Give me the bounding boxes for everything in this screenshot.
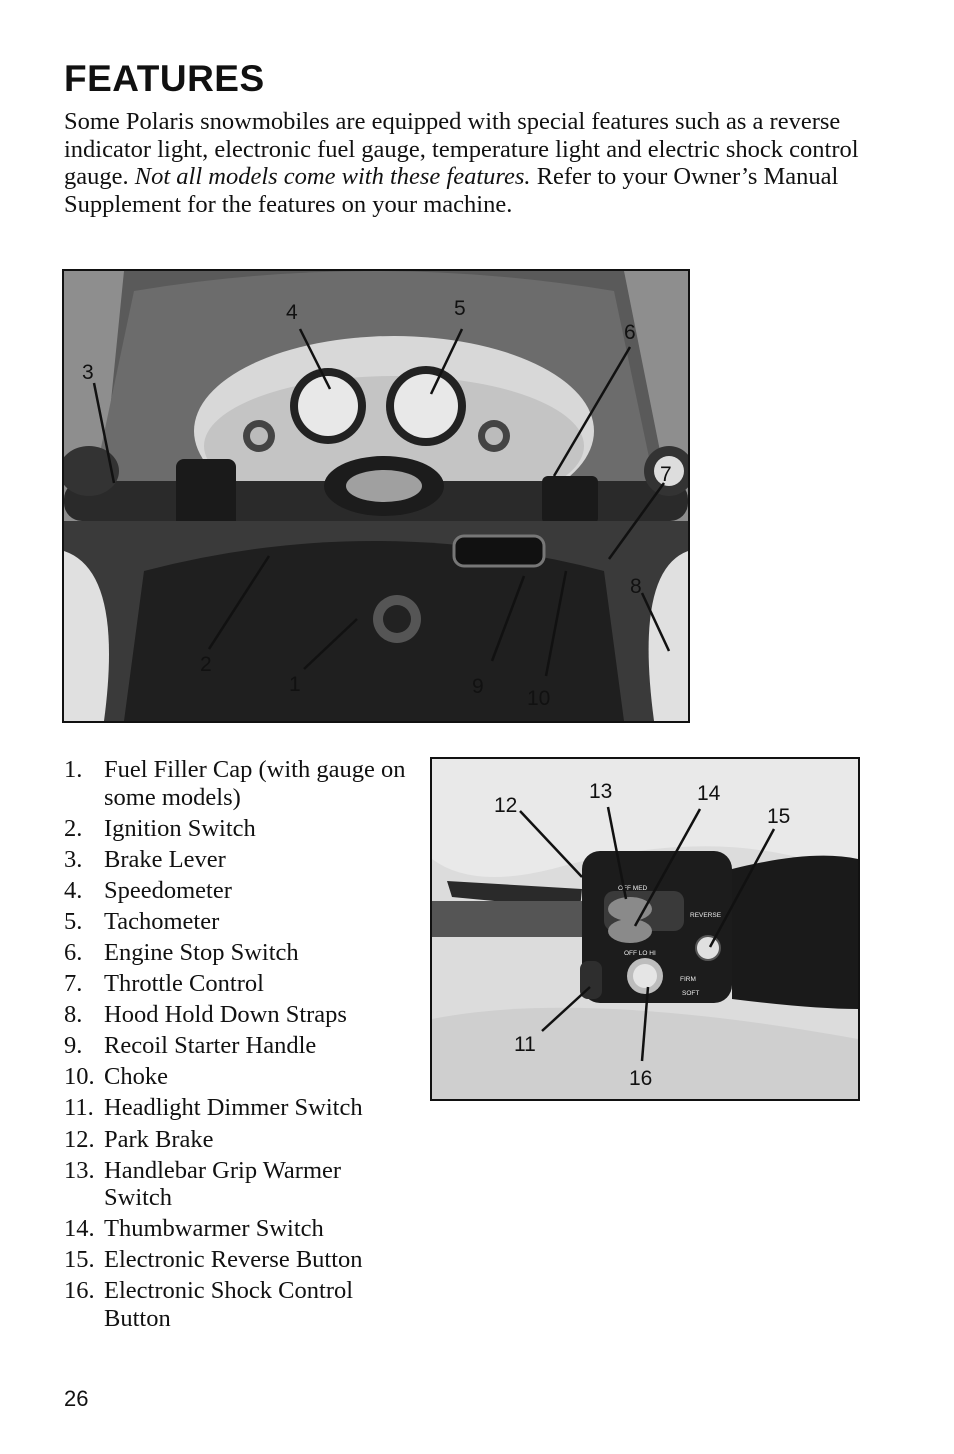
list-item	[64, 1126, 414, 1154]
callout-14: 14	[697, 782, 721, 805]
list-item-label: Hood Hold Down Straps	[104, 1001, 347, 1029]
list-item-label: Ignition Switch	[104, 814, 256, 842]
callout-9: 9	[472, 675, 484, 698]
callout-6: 6	[624, 321, 636, 344]
list-item-label: Brake Lever	[104, 845, 226, 873]
list-item-number: 7.	[64, 970, 83, 998]
page-title: FEATURES	[64, 58, 265, 99]
list-item-number: 3.	[64, 845, 83, 873]
dashboard-photo	[62, 269, 690, 723]
callout-12: 12	[494, 794, 518, 817]
dashboard-illustration	[64, 271, 688, 721]
list-item	[64, 1157, 414, 1212]
callout-11: 11	[514, 1033, 536, 1056]
label-reverse: REVERSE	[690, 912, 722, 919]
list-item	[64, 1001, 414, 1029]
intro-italic-note: Not all models come with these features.	[134, 163, 531, 190]
list-item	[64, 939, 414, 967]
list-item-label: Recoil Starter Handle	[104, 1032, 317, 1060]
list-item-number: 10.	[64, 1063, 95, 1091]
list-item-label: Choke	[104, 1063, 168, 1091]
callout-4: 4	[286, 301, 298, 324]
list-item-number: 9.	[64, 1032, 83, 1060]
list-item-number: 2.	[64, 814, 83, 842]
list-item-label: Electronic Shock Control Button	[104, 1277, 354, 1332]
callout-5: 5	[454, 297, 466, 320]
list-item	[64, 1063, 414, 1091]
callout-16: 16	[629, 1067, 653, 1090]
callout-15: 15	[767, 805, 791, 828]
list-item	[64, 877, 414, 905]
intro-paragraph	[64, 108, 884, 218]
list-item-label: Engine Stop Switch	[104, 938, 299, 966]
list-item	[64, 1277, 414, 1332]
label-firm: FIRM	[680, 976, 696, 983]
features-list	[64, 756, 414, 1336]
list-item	[64, 1032, 414, 1060]
list-item-number: 5.	[64, 907, 83, 935]
callout-10: 10	[527, 687, 551, 710]
list-item-number: 8.	[64, 1001, 83, 1029]
list-item-number: 11.	[64, 1094, 94, 1122]
list-item	[64, 846, 414, 874]
intro-text-after: Refer to your Owner’s Manual Supplement for the features on your machine.	[64, 163, 839, 218]
list-item	[64, 1246, 414, 1274]
handlebar-switch-illustration	[432, 759, 858, 1099]
list-item-label: Handlebar Grip Warmer Switch	[104, 1156, 342, 1212]
list-item	[64, 970, 414, 998]
list-item-label: Headlight Dimmer Switch	[104, 1094, 363, 1122]
list-item-label: Fuel Filler Cap (with gauge on some models)	[104, 756, 406, 811]
callout-2: 2	[200, 653, 212, 676]
list-item	[64, 756, 414, 811]
list-item	[64, 908, 414, 936]
callout-7: 7	[660, 463, 672, 486]
list-item-label: Park Brake	[104, 1125, 214, 1153]
list-item-label: Thumbwarmer Switch	[104, 1215, 324, 1243]
list-item-number: 16.	[64, 1277, 95, 1305]
label-soft: SOFT	[682, 990, 700, 997]
list-item-number: 13.	[64, 1156, 95, 1184]
list-item-label: Speedometer	[104, 876, 232, 904]
label-off-med: OFF MED	[618, 885, 648, 892]
list-item	[64, 1215, 414, 1243]
list-item-number: 1.	[64, 756, 83, 783]
list-item-label: Tachometer	[104, 907, 220, 935]
list-item-label: Throttle Control	[104, 970, 264, 998]
list-item-number: 12.	[64, 1125, 95, 1153]
callout-13: 13	[589, 780, 613, 803]
intro-text: Some Polaris snowmobiles are equipped with special features such as a reverse indicator light, electronic fuel gauge, temperature light and electric shock control gauge.	[64, 108, 859, 190]
list-item-number: 6.	[64, 938, 83, 966]
list-item-number: 14.	[64, 1215, 95, 1243]
list-item	[64, 815, 414, 843]
callout-1: 1	[289, 673, 301, 696]
list-item	[64, 1094, 414, 1122]
list-item-number: 15.	[64, 1246, 95, 1274]
handlebar-switch-photo	[430, 757, 860, 1101]
callout-3: 3	[82, 361, 94, 384]
list-item-number: 4.	[64, 876, 83, 904]
page-number: 26	[64, 1386, 89, 1411]
list-item-label: Electronic Reverse Button	[104, 1246, 363, 1274]
callout-8: 8	[630, 575, 642, 598]
label-off-lo-hi: OFF LO HI	[624, 950, 656, 957]
